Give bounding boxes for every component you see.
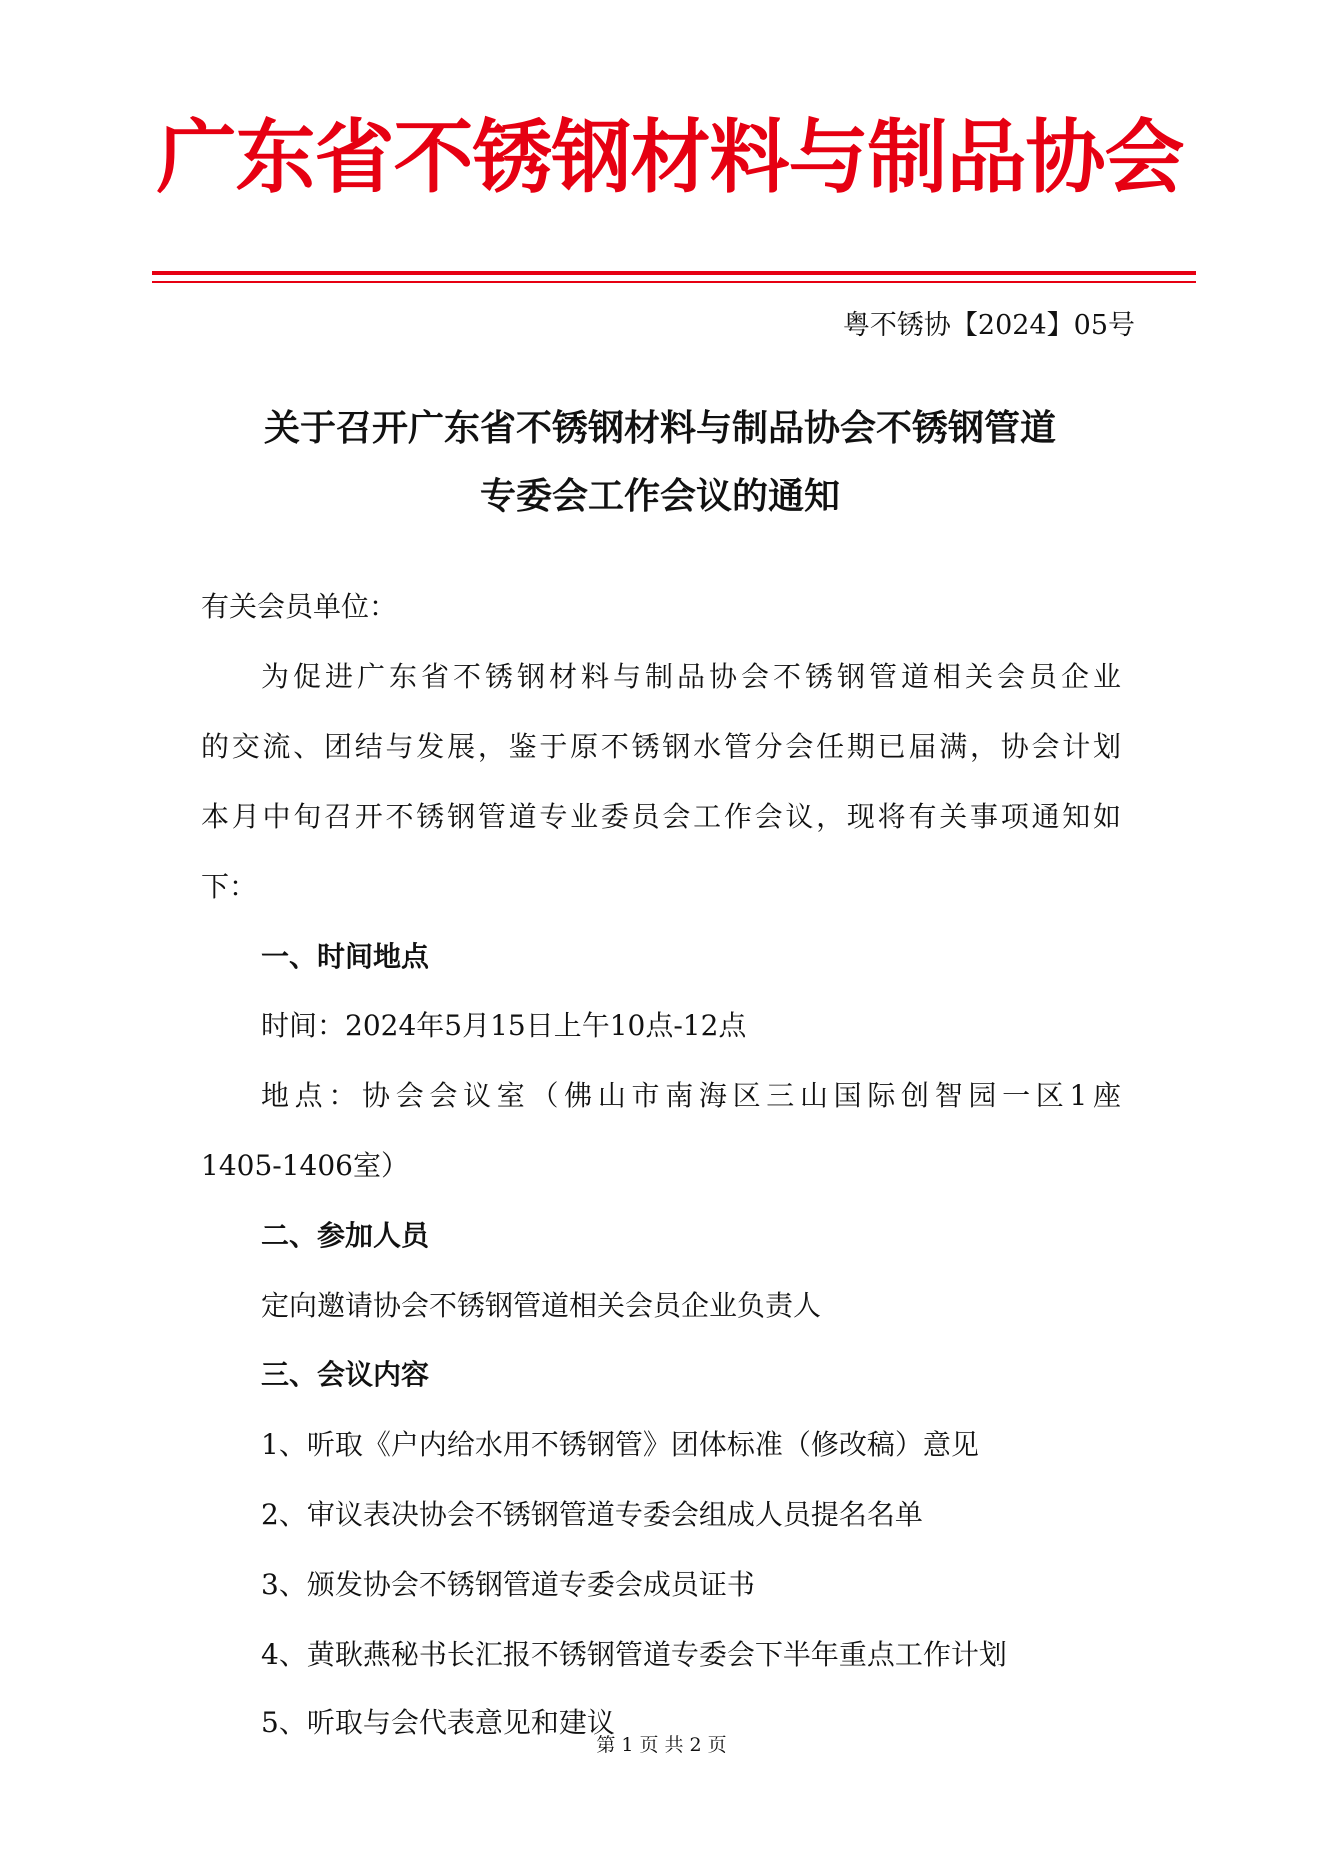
document-title-line2: 专委会工作会议的通知 [479,476,840,517]
agenda-item-5: 5、听取与会代表意见和建议 [261,1706,615,1739]
document-number: 粤不锈协【2024】05号 [842,310,1135,341]
page-footer: 第 1 页 共 2 页 [596,1734,727,1756]
section2-heading: 二、参加人员 [261,1219,430,1252]
letterhead-rule-thin [152,281,1196,283]
section1-location-line2: 1405-1406室） [201,1149,409,1182]
intro-line-1: 为促进广东省不锈钢材料与制品协会不锈钢管道相关会员企业 [261,660,1121,693]
intro-line-3: 本月中旬召开不锈钢管道专业委员会工作会议，现将有关事项通知如 [201,800,1121,833]
intro-line-2: 的交流、团结与发展，鉴于原不锈钢水管分会任期已届满，协会计划 [201,730,1121,763]
agenda-item-4: 4、黄耿燕秘书长汇报不锈钢管道专委会下半年重点工作计划 [261,1638,1007,1671]
agenda-item-2: 2、审议表决协会不锈钢管道专委会组成人员提名名单 [261,1498,923,1531]
intro-line-4: 下： [201,870,258,903]
section1-location-line1: 地点：协会会议室（佛山市南海区三山国际创智园一区1座 [261,1079,1121,1112]
letterhead-rule-thick [152,271,1196,275]
section3-heading: 三、会议内容 [261,1358,430,1391]
salutation: 有关会员单位： [201,590,398,623]
document-title-line1: 关于召开广东省不锈钢材料与制品协会不锈钢管道 [263,408,1056,449]
section1-heading: 一、时间地点 [261,940,430,973]
section2-content: 定向邀请协会不锈钢管道相关会员企业负责人 [261,1289,822,1322]
letterhead-org-name: 广东省不锈钢材料与制品协会 [156,111,1184,204]
agenda-item-3: 3、颁发协会不锈钢管道专委会成员证书 [261,1568,755,1601]
agenda-item-1: 1、听取《户内给水用不锈钢管》团体标准（修改稿）意见 [261,1428,979,1461]
section1-time: 时间：2024年5月15日上午10点-12点 [261,1009,747,1042]
